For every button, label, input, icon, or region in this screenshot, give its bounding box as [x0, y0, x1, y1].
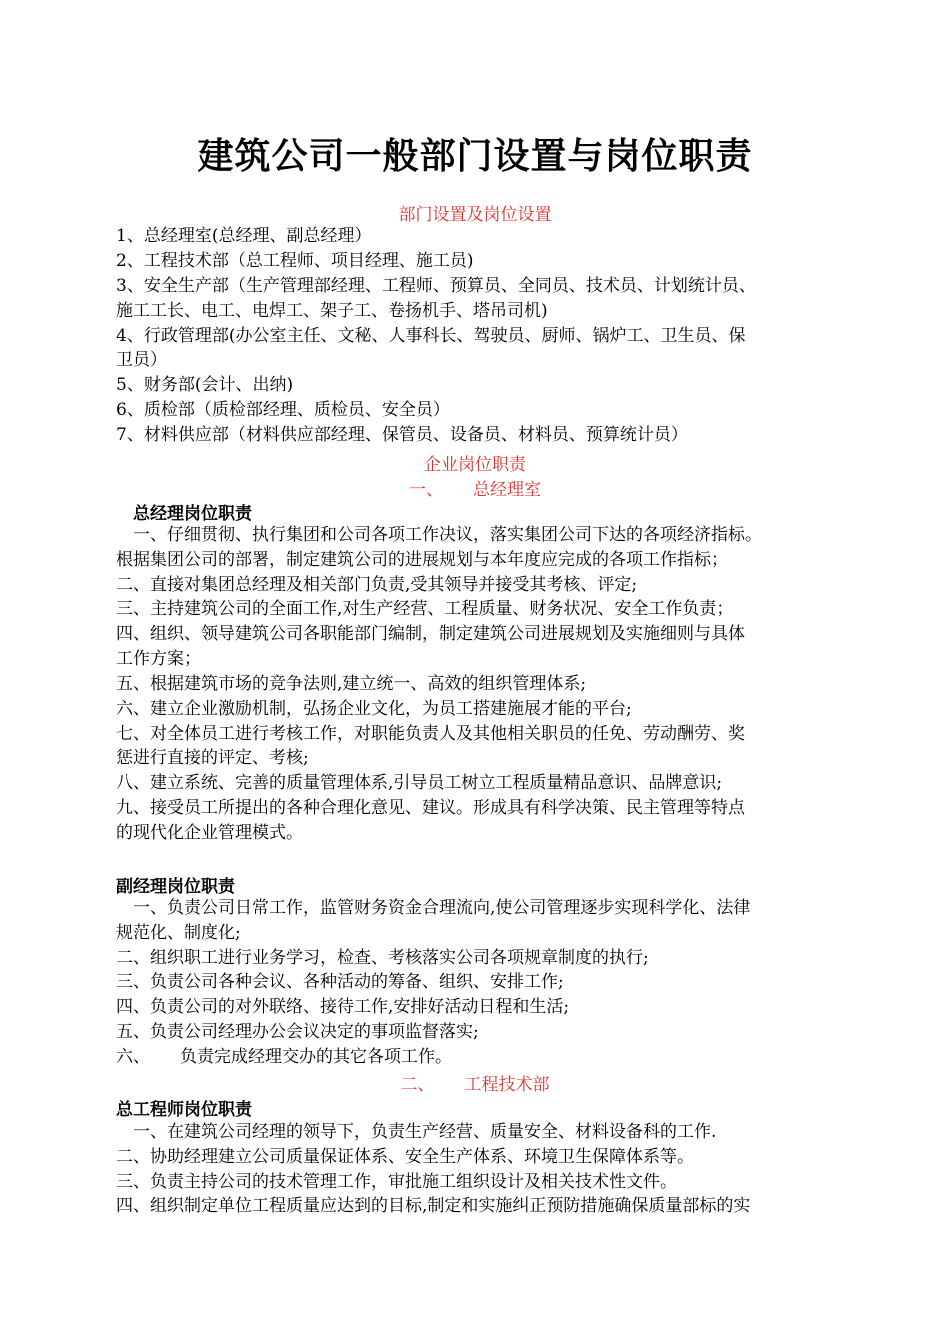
ce-duty-line: 三、负责主持公司的技术管理工作，审批施工组织设计及相关技术性文件。: [116, 1172, 677, 1192]
department-line: 3、安全生产部（生产管理部经理、工程师、预算员、全同员、技术员、计划统计员、: [116, 276, 756, 296]
section-heading-duties: 企业岗位职责: [424, 455, 526, 475]
gm-duty-line: 五、根据建筑市场的竞争法则,建立统一、高效的组织管理体系;: [116, 674, 587, 694]
department-line: 7、材料供应部（材料供应部经理、保管员、设备员、材料员、预算统计员）: [116, 425, 688, 445]
subsection-number: 一、: [409, 480, 443, 500]
gm-duty-line: 四、组织、领导建筑公司各职能部门编制，制定建筑公司进展规划及实施细则与具体: [116, 624, 745, 644]
dgm-duty-line: 三、负责公司各种会议、各种活动的筹备、组织、安排工作;: [116, 972, 564, 992]
gm-duty-line: 惩进行直接的评定、考核;: [116, 748, 309, 768]
dgm-duty-line: 二、组织职工进行业务学习，检查、考核落实公司各项规章制度的执行;: [116, 948, 649, 968]
deputy-gm-duties-title: 副经理岗位职责: [116, 877, 235, 897]
ce-duty-line: 二、协助经理建立公司质量保证体系、安全生产体系、环境卫生保障体系等。: [116, 1147, 694, 1167]
dgm-last-number: 六、: [116, 1047, 150, 1067]
dgm-duty-line: 五、负责公司经理办公会议决定的事项监督落实;: [116, 1022, 479, 1042]
gm-duty-line: 六、建立企业激励机制，弘扬企业文化，为员工搭建施展才能的平台;: [116, 699, 632, 719]
ce-duty-line: 四、组织制定单位工程质量应达到的目标,制定和实施纠正预防措施确保质量部标的实: [116, 1196, 751, 1216]
department-line: 6、质检部（质检部经理、质检员、安全员）: [116, 400, 450, 420]
gm-duty-line: 根据集团公司的部署，制定建筑公司的进展规划与本年度应完成的各项工作指标；: [116, 550, 728, 570]
department-line: 5、财务部(会计、出纳): [116, 375, 294, 395]
subsection-heading-gm-office: [0, 475, 950, 500]
gm-duty-line: 九、接受员工所提出的各种合理化意见、建议。形成具有科学决策、民主管理等特点: [116, 798, 745, 818]
section-heading-departments: 部门设置及岗位设置: [398, 205, 552, 225]
subsection-heading-engineering: [0, 1070, 950, 1095]
department-line: 2、工程技术部（总工程师、项目经理、施工员): [116, 251, 474, 271]
dgm-last-text: 负责完成经理交办的其它各项工作。: [180, 1047, 452, 1067]
gm-duty-line: 工作方案；: [116, 649, 201, 669]
department-line: 1、总经理室(总经理、副总经理）: [116, 226, 372, 246]
dgm-duty-line: 规范化、制度化;: [116, 923, 241, 943]
gm-duty-line: 八、建立系统、完善的质量管理体系,引导员工树立工程质量精品意识、品牌意识;: [116, 773, 723, 793]
dgm-duty-line: 一、负责公司日常工作，监管财务资金合理流向,使公司管理逐步实现科学化、法律: [116, 898, 751, 918]
gm-duty-line: 二、直接对集团总经理及相关部门负责,受其领导并接受其考核、评定;: [116, 575, 638, 595]
dgm-duty-line-last: [116, 1045, 452, 1069]
department-line: 施工工长、电工、电焊工、架子工、卷扬机手、塔吊司机): [116, 301, 548, 321]
ce-duty-line: 一、在建筑公司经理的领导下，负责生产经营、质量安全、材料设备科的工作.: [116, 1122, 717, 1142]
subsection-name: 工程技术部: [464, 1075, 550, 1095]
dgm-duty-line: 四、负责公司的对外联络、接待工作,安排好活动日程和生活;: [116, 997, 570, 1017]
gm-duty-line: 一、仔细贯彻、执行集团和公司各项工作决议，落实集团公司下达的各项经济指标。: [116, 525, 762, 545]
gm-duty-line: 七、对全体员工进行考核工作，对职能负责人及其他相关职员的任免、劳动酬劳、奖: [116, 724, 745, 744]
document-title: 建筑公司一般部门设置与岗位职责: [197, 136, 753, 177]
gm-duties-title: 总经理岗位职责: [133, 504, 252, 524]
department-line: 卫员）: [116, 350, 167, 370]
subsection-name: 总经理室: [473, 480, 541, 500]
department-line: 4、行政管理部(办公室主任、文秘、人事科长、驾驶员、厨师、锅炉工、卫生员、保: [116, 326, 746, 346]
gm-duty-line: 的现代化企业管理模式。: [116, 823, 303, 843]
subsection-number: 二、: [400, 1075, 435, 1095]
chief-engineer-duties-title: 总工程师岗位职责: [116, 1100, 252, 1120]
gm-duty-line: 三、主持建筑公司的全面工作,对生产经营、工程质量、财务状况、安全工作负责；: [116, 599, 734, 619]
